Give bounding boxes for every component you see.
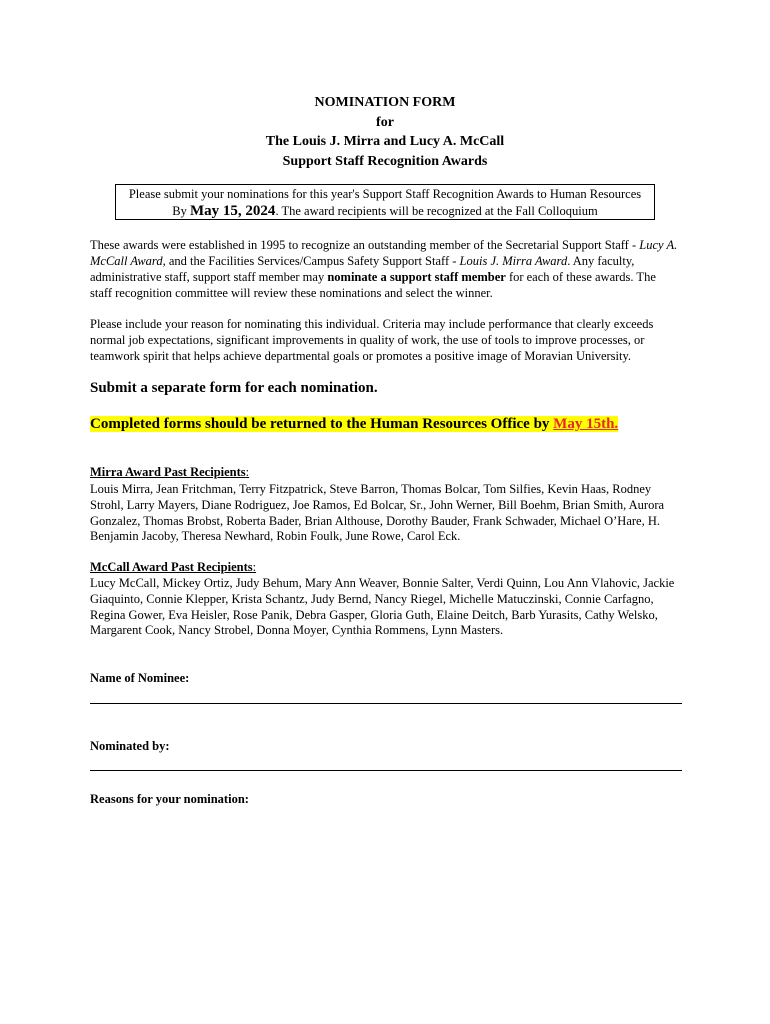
notice-deadline: May 15, 2024 (190, 203, 276, 219)
mirra-recipients-title-text: Mirra Award Past Recipients (90, 465, 246, 479)
mccall-award-name: Lucy A. McCall Award, (90, 238, 678, 268)
return-notice-heading (90, 414, 690, 434)
form-title-line-4: Support Staff Recognition Awards (282, 153, 488, 169)
nominated-by-label: Nominated by: (90, 739, 170, 753)
notice-by: By (172, 204, 191, 218)
return-due-date: May 15th. (553, 416, 619, 432)
notice-line-2-rest: . The award recipients will be recognized at the Fall Colloquium (275, 204, 598, 218)
intro-part-2: and the Facilities Services/Campus Safety Support Staff - (165, 254, 460, 268)
mccall-recipients-title-colon: : (252, 560, 257, 574)
mccall-recipients-list: Lucy McCall, Mickey Ortiz, Judy Behum, Mary Ann Weaver, Bonnie Salter, Verdi Quinn, Lou Ann Vlahovic, Jackie Giaquinto, Connie Klepper, Krista Schantz, Judy Bernd, Nancy Riegel, Michelle Matuczinski, Connie Carfagno, Regina Gower, Eva Heisler, Rose Panik, Debra Gasper, Gloria Guth, Elaine Deitch, Barb Yurasits, Cathy Welsko, Margarent Cook, Nancy Strobel, Donna Moyer, Cynthia Rommens, Lynn Masters. (90, 576, 675, 638)
nominated-by-input-line[interactable] (90, 770, 682, 771)
reasons-label: Reasons for your nomination: (90, 792, 249, 806)
intro-bold-phrase: nominate a support staff member (327, 270, 506, 284)
return-notice-text (90, 416, 618, 432)
separate-form-heading: Submit a separate form for each nomination. (90, 380, 378, 396)
mirra-recipients-title (90, 464, 249, 480)
mirra-award-name: Louis J. Mirra Award (459, 254, 568, 268)
nominee-input-line[interactable] (90, 703, 682, 704)
intro-part-4: for each of these awards. The staff recognition committee will review these nominations and select the winner. (90, 270, 656, 300)
mccall-recipients-title-text: McCall Award Past Recipients (90, 560, 253, 574)
form-title-line-2: for (376, 114, 394, 130)
intro-part-1: These awards were established in 1995 to recognize an outstanding member of the Secretarial Support Staff - (90, 238, 640, 252)
mirra-recipients-list: Louis Mirra, Jean Fritchman, Terry Fitzpatrick, Steve Barron, Thomas Bolcar, Tom Silfies, Kevin Haas, Rodney Strohl, Larry Mayers, Diane Rodriguez, Joe Ramos, Ed Bolcar, Sr., John Werner, Bill Boehm, Brian Smith, Aurora Gonzalez, Thomas Brobst, Roberta Bader, Brian Althouse, Dorothy Bauder, Frank Schwader, Michael O’Hare, H. Benjamin Jacoby, Theresa Newhard, Robin Foulk, June Rowe, Carol Eck. (90, 482, 665, 544)
notice-line-2 (116, 203, 654, 220)
mccall-recipients-title (90, 559, 256, 575)
form-title-line-3: The Louis J. Mirra and Lucy A. McCall (265, 134, 505, 149)
submission-notice-box (115, 184, 655, 220)
criteria-paragraph: Please include your reason for nominating this individual. Criteria may include performance that clearly exceeds normal job expectations, significant improvements in quality of work, the use of tools to improve processes, or teamwork spirit that helps achieve departmental goals or promotes a positive image of Moravian University. (90, 317, 654, 363)
mirra-recipients-title-colon: : (245, 465, 250, 479)
intro-paragraph (90, 237, 680, 301)
nominee-label: Name of Nominee: (90, 671, 190, 685)
return-notice-body: Completed forms should be returned to the Human Resources Office by (90, 416, 554, 432)
form-title-line-1: NOMINATION FORM (314, 95, 456, 110)
notice-line-1: Please submit your nominations for this year's Support Staff Recognition Awards to Human Resources (128, 187, 642, 201)
form-title (0, 93, 770, 171)
intro-part-3: . Any faculty, administrative staff, support staff member may (90, 254, 635, 284)
